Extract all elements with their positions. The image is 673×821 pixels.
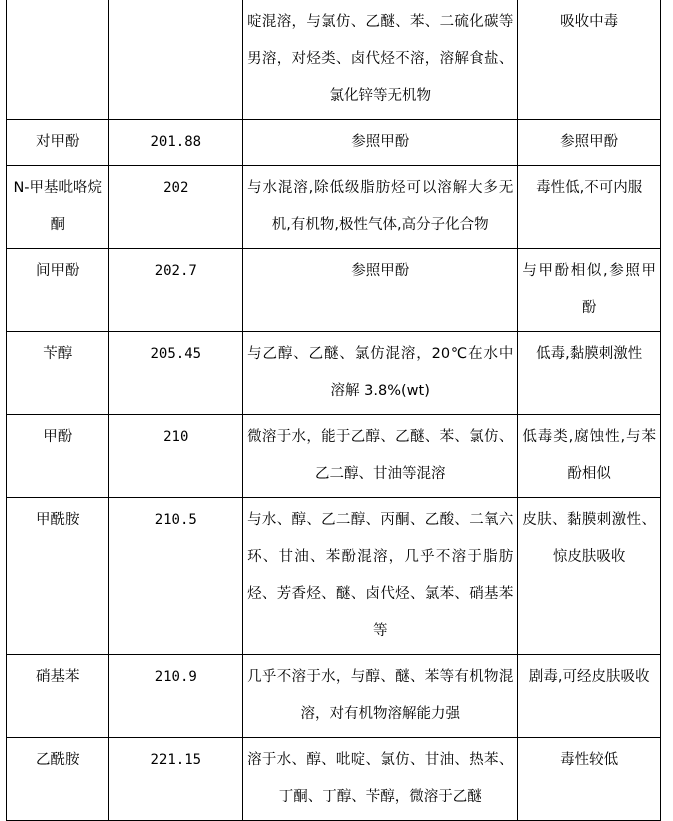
solubility-text: 参照甲酚 [351, 263, 410, 279]
toxicity-text: 毒性较低 [560, 752, 619, 768]
boiling-point: 205.45 [150, 346, 202, 362]
table-row [7, 415, 661, 498]
table-row [7, 249, 661, 332]
boiling-point: 210.9 [154, 669, 197, 685]
table-row [7, 655, 661, 738]
boiling-point: 221.15 [150, 752, 202, 768]
boiling-point-cell [109, 498, 243, 655]
solubility-text: 啶混溶，与氯仿、乙醚、苯、二硫化碳等男溶，对烃类、卤代烃不溶，溶解食盐、氯化锌等无机物 [247, 14, 514, 104]
toxicity-text: 低毒,黏膜刺激性 [536, 346, 643, 362]
toxicity-text: 吸收中毒 [560, 14, 619, 30]
table-row [7, 0, 661, 120]
boiling-point: 202 [163, 180, 189, 196]
solubility-text: 溶于水、醇、吡啶、氯仿、甘油、热苯、丁酮、丁醇、苄醇，微溶于乙醚 [247, 752, 514, 805]
solubility-text: 与水、醇、乙二醇、丙酮、乙酸、二氧六环、甘油、苯酚混溶，几乎不溶于脂肪烃、芳香烃、醚、卤代烃、氯苯、硝基苯等 [247, 512, 514, 639]
solubility-text: 与水混溶,除低级脂肪烃可以溶解大多无机,有机物,极性气体,高分子化合物 [247, 180, 514, 233]
solvent-name: 乙酰胺 [35, 752, 80, 768]
toxicity-cell [518, 655, 661, 738]
solvent-name-cell [7, 332, 109, 415]
solubility-cell [243, 166, 518, 249]
solubility-text: 微溶于水，能于乙醇、乙醚、苯、氯仿、乙二醇、甘油等混溶 [247, 429, 514, 482]
toxicity-cell [518, 0, 661, 120]
solubility-text: 参照甲酚 [351, 134, 410, 150]
solvent-name-cell [7, 120, 109, 166]
table-row [7, 738, 661, 821]
solvent-name: 甲酚 [43, 429, 73, 445]
solubility-cell [243, 415, 518, 498]
solvent-name-cell [7, 166, 109, 249]
solubility-cell [243, 655, 518, 738]
solvent-name: N-甲基吡咯烷酮 [13, 180, 103, 233]
toxicity-cell [518, 120, 661, 166]
boiling-point-cell [109, 332, 243, 415]
solvent-name-cell [7, 655, 109, 738]
solvent-name: 间甲酚 [35, 263, 80, 279]
solvent-name: 甲酰胺 [35, 512, 80, 528]
solvent-name-cell [7, 0, 109, 120]
toxicity-text: 皮肤、黏膜刺激性、惊皮肤吸收 [522, 512, 656, 565]
toxicity-cell [518, 332, 661, 415]
boiling-point: 202.7 [154, 263, 197, 279]
toxicity-text: 毒性低,不可内服 [536, 180, 643, 196]
solubility-cell [243, 738, 518, 821]
boiling-point-cell [109, 166, 243, 249]
boiling-point: 210 [163, 429, 189, 445]
boiling-point-cell [109, 249, 243, 332]
boiling-point-cell [109, 120, 243, 166]
toxicity-text: 剧毒,可经皮肤吸收 [528, 669, 650, 685]
solvent-name-cell [7, 498, 109, 655]
toxicity-cell [518, 166, 661, 249]
solvent-name-cell [7, 415, 109, 498]
solvent-name: 硝基苯 [35, 669, 80, 685]
toxicity-cell [518, 249, 661, 332]
boiling-point: 210.5 [154, 512, 197, 528]
boiling-point-cell [109, 738, 243, 821]
solubility-cell [243, 249, 518, 332]
solubility-text: 与乙醇、乙醚、氯仿混溶，20℃在水中溶解 3.8%(wt) [247, 346, 514, 399]
solvent-properties-table [6, 0, 661, 821]
solvent-name: 对甲酚 [35, 134, 80, 150]
boiling-point: 201.88 [150, 134, 202, 150]
toxicity-cell [518, 415, 661, 498]
solubility-cell [243, 0, 518, 120]
table-row [7, 166, 661, 249]
toxicity-text: 低毒类,腐蚀性,与苯酚相似 [522, 429, 656, 482]
toxicity-cell [518, 498, 661, 655]
solvent-name-cell [7, 249, 109, 332]
boiling-point-cell [109, 415, 243, 498]
solubility-cell [243, 498, 518, 655]
solubility-cell [243, 120, 518, 166]
toxicity-text: 与甲酚相似,参照甲酚 [522, 263, 656, 316]
toxicity-text: 参照甲酚 [560, 134, 619, 150]
toxicity-cell [518, 738, 661, 821]
boiling-point-cell [109, 0, 243, 120]
solubility-cell [243, 332, 518, 415]
table-row [7, 332, 661, 415]
table-row [7, 120, 661, 166]
solvent-name-cell [7, 738, 109, 821]
boiling-point-cell [109, 655, 243, 738]
table-row [7, 498, 661, 655]
solubility-text: 几乎不溶于水，与醇、醚、苯等有机物混溶，对有机物溶解能力强 [247, 669, 514, 722]
solvent-name: 苄醇 [43, 346, 73, 362]
